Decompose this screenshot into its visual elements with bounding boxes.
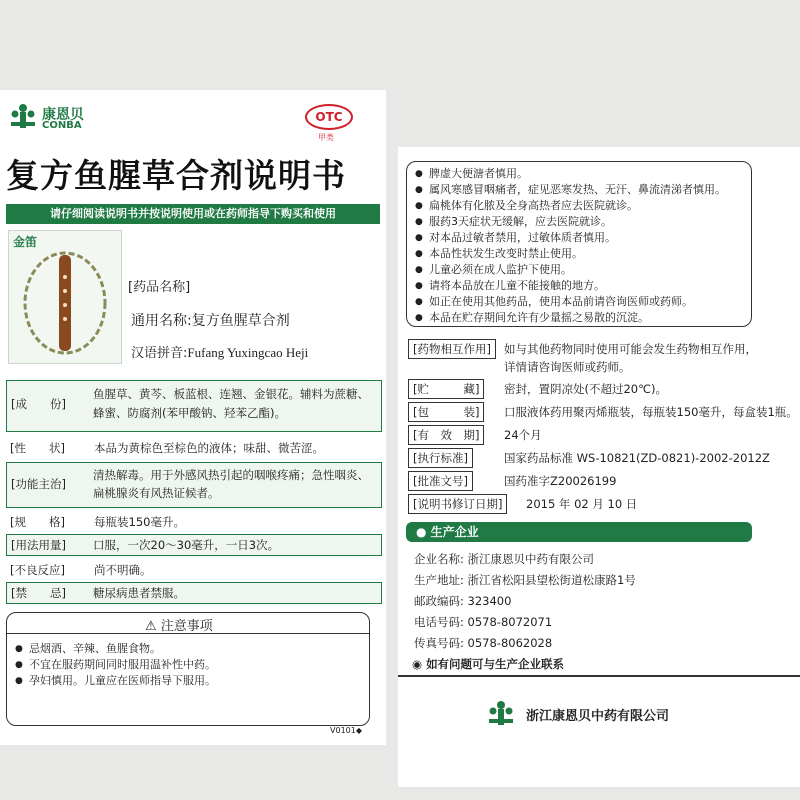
footer-company: 浙江康恩贝中药有限公司	[526, 709, 670, 724]
address-label: 生产地址:	[414, 573, 464, 587]
ingredients-row	[6, 380, 382, 432]
spec-row	[6, 510, 380, 532]
list-item: ● 忌烟酒、辛辣、鱼腥食物。	[15, 641, 216, 657]
revised-label: [说明书修订日期]	[408, 494, 507, 514]
pinyin-value: Fufang Yuxingcao Heji	[187, 345, 309, 360]
phone-label: 电话号码:	[414, 615, 464, 629]
address-value: 浙江省松阳县望松街道松康路1号	[467, 573, 636, 587]
brand-name-en: CONBA	[42, 120, 82, 131]
package-text: 口服液体药用聚丙烯瓶装，每瓶装150毫升，每盒装1瓶。	[504, 405, 798, 419]
list-item: ● 本品性状发生改变时禁止使用。	[415, 246, 726, 262]
generic-name-row	[131, 310, 290, 330]
list-item: ● 对本品过敏者禁用，过敏体质者慎用。	[415, 230, 726, 246]
pinyin-label: 汉语拼音:	[131, 346, 188, 361]
caution-title: 注意事项	[160, 619, 213, 634]
brand-name-cn: 康恩贝	[42, 107, 84, 123]
validity-text: 24个月	[504, 428, 542, 442]
list-item: ● 如正在使用其他药品，使用本品前请咨询医师或药师。	[415, 294, 726, 310]
contact-text: 如有问题可与生产企业联系	[426, 657, 565, 671]
left-page	[0, 90, 386, 745]
spec-text: 每瓶装150毫升。	[94, 515, 185, 529]
contra-label: [禁 忌]	[11, 586, 66, 600]
conba-logo-icon	[8, 102, 38, 132]
approval-text: 国药准字Z20026199	[504, 474, 617, 488]
otc-label: OTC	[315, 110, 343, 124]
notice-banner: 请仔细阅读说明书并按说明使用或在药师指导下购买和使用	[6, 204, 380, 224]
list-item: ● 脾虚大便溏者慎用。	[415, 166, 726, 182]
list-item: ● 属风寒感冒咽痛者，症见恶寒发热、无汗、鼻流清涕者慎用。	[415, 182, 726, 198]
caution-continued-list	[415, 166, 726, 326]
conba-logo-icon	[486, 699, 516, 729]
product-illustration	[8, 230, 122, 364]
list-item: ● 孕妇慎用。儿童应在医师指导下服用。	[15, 673, 216, 689]
flute-icon	[17, 247, 113, 359]
usage-text: 口服，一次20～30毫升，一日3次。	[93, 538, 280, 552]
contra-row	[6, 582, 382, 604]
page-title: 复方鱼腥草合剂说明书	[6, 156, 346, 195]
list-item: ● 请将本品放在儿童不能接触的地方。	[415, 278, 726, 294]
list-item: ● 服药3天症状无缓解，应去医院就诊。	[415, 214, 726, 230]
indication-row	[6, 462, 382, 508]
company-header	[406, 522, 752, 542]
warning-icon: ⚠	[145, 619, 157, 634]
bullet-icon: ◉	[412, 657, 423, 671]
version-code: V0101◆	[330, 726, 362, 735]
brand-logo	[8, 102, 84, 136]
contra-text: 糖尿病患者禁服。	[93, 586, 185, 600]
postcode-row	[414, 593, 511, 609]
drug-name-section: [药品名称]	[128, 280, 191, 295]
fax-row	[414, 635, 552, 651]
indication-text: 清热解毒。用于外感风热引起的咽喉疼痛；急性咽炎、扁桃腺炎有风热证候者。	[93, 468, 369, 500]
interaction-text: 如与其他药物同时使用可能会发生药物相互作用，	[504, 342, 757, 356]
ingredients-label: [成 份]	[11, 397, 66, 411]
list-item: ● 儿童必须在成人监护下使用。	[415, 262, 726, 278]
adverse-row	[6, 558, 380, 580]
adverse-text: 尚不明确。	[94, 563, 152, 577]
flute-label: 金笛	[13, 235, 38, 249]
fax-value: 0578-8062028	[467, 636, 553, 650]
phone-value: 0578-8072071	[467, 615, 553, 629]
address-row	[414, 572, 636, 588]
list-item: ● 不宜在服药期间同时服用温补性中药。	[15, 657, 216, 673]
usage-row	[6, 534, 382, 556]
postcode-label: 邮政编码:	[414, 594, 464, 608]
fax-label: 传真号码:	[414, 636, 464, 650]
standard-text: 国家药品标准 WS-10821(ZD-0821)-2002-2012Z	[504, 451, 770, 465]
character-row	[6, 436, 380, 458]
footer-divider	[398, 675, 800, 677]
otc-badge	[305, 104, 353, 130]
pinyin-row	[131, 342, 308, 361]
adverse-label: [不良反应]	[10, 563, 65, 577]
storage-label: [贮 藏]	[408, 379, 484, 399]
package-label: [包 装]	[408, 402, 484, 422]
usage-label: [用法用量]	[11, 538, 66, 552]
bullet-icon: ●	[416, 525, 427, 539]
approval-label: [批准文号]	[408, 471, 473, 491]
list-item: ● 扁桃体有化脓及全身高热者应去医院就诊。	[415, 198, 726, 214]
interaction-text-2: 详情请咨询医师或药师。	[504, 360, 631, 374]
caution-continued-box	[406, 161, 752, 327]
interaction-label: [药物相互作用]	[408, 339, 496, 359]
phone-row	[414, 614, 552, 630]
caution-header	[145, 615, 213, 634]
caution-list	[15, 641, 216, 689]
company-name-label: 企业名称:	[414, 552, 464, 566]
storage-text: 密封，置阴凉处(不超过20℃)。	[504, 382, 668, 396]
revised-text: 2015 年 02 月 10 日	[526, 497, 638, 511]
ingredients-text: 鱼腥草、黄芩、板蓝根、连翘、金银花。辅料为蔗糖、蜂蜜、防腐剂(苯甲酸钠、羟苯乙酯)。	[93, 387, 369, 420]
generic-name: 复方鱼腥草合剂	[191, 313, 290, 329]
character-text: 本品为黄棕色至棕色的液体；味甜、微苦涩。	[94, 441, 324, 455]
postcode-value: 323400	[467, 594, 512, 608]
company-row	[414, 551, 594, 567]
caution-box	[6, 612, 370, 726]
right-page	[398, 147, 800, 787]
spec-label: [规 格]	[10, 515, 65, 529]
standard-label: [执行标准]	[408, 448, 473, 468]
footer-logo	[486, 699, 516, 733]
character-label: [性 状]	[10, 441, 65, 455]
company-section-title: 生产企业	[430, 525, 479, 539]
contact-note	[412, 656, 564, 672]
validity-label: [有 效 期]	[408, 425, 484, 445]
company-name: 浙江康恩贝中药有限公司	[467, 552, 595, 566]
otc-class: 甲类	[318, 133, 334, 142]
indication-label: [功能主治]	[11, 477, 66, 491]
generic-name-label: 通用名称:	[131, 313, 192, 329]
list-item: ● 本品在贮存期间允许有少量摇之易散的沉淀。	[415, 310, 726, 326]
